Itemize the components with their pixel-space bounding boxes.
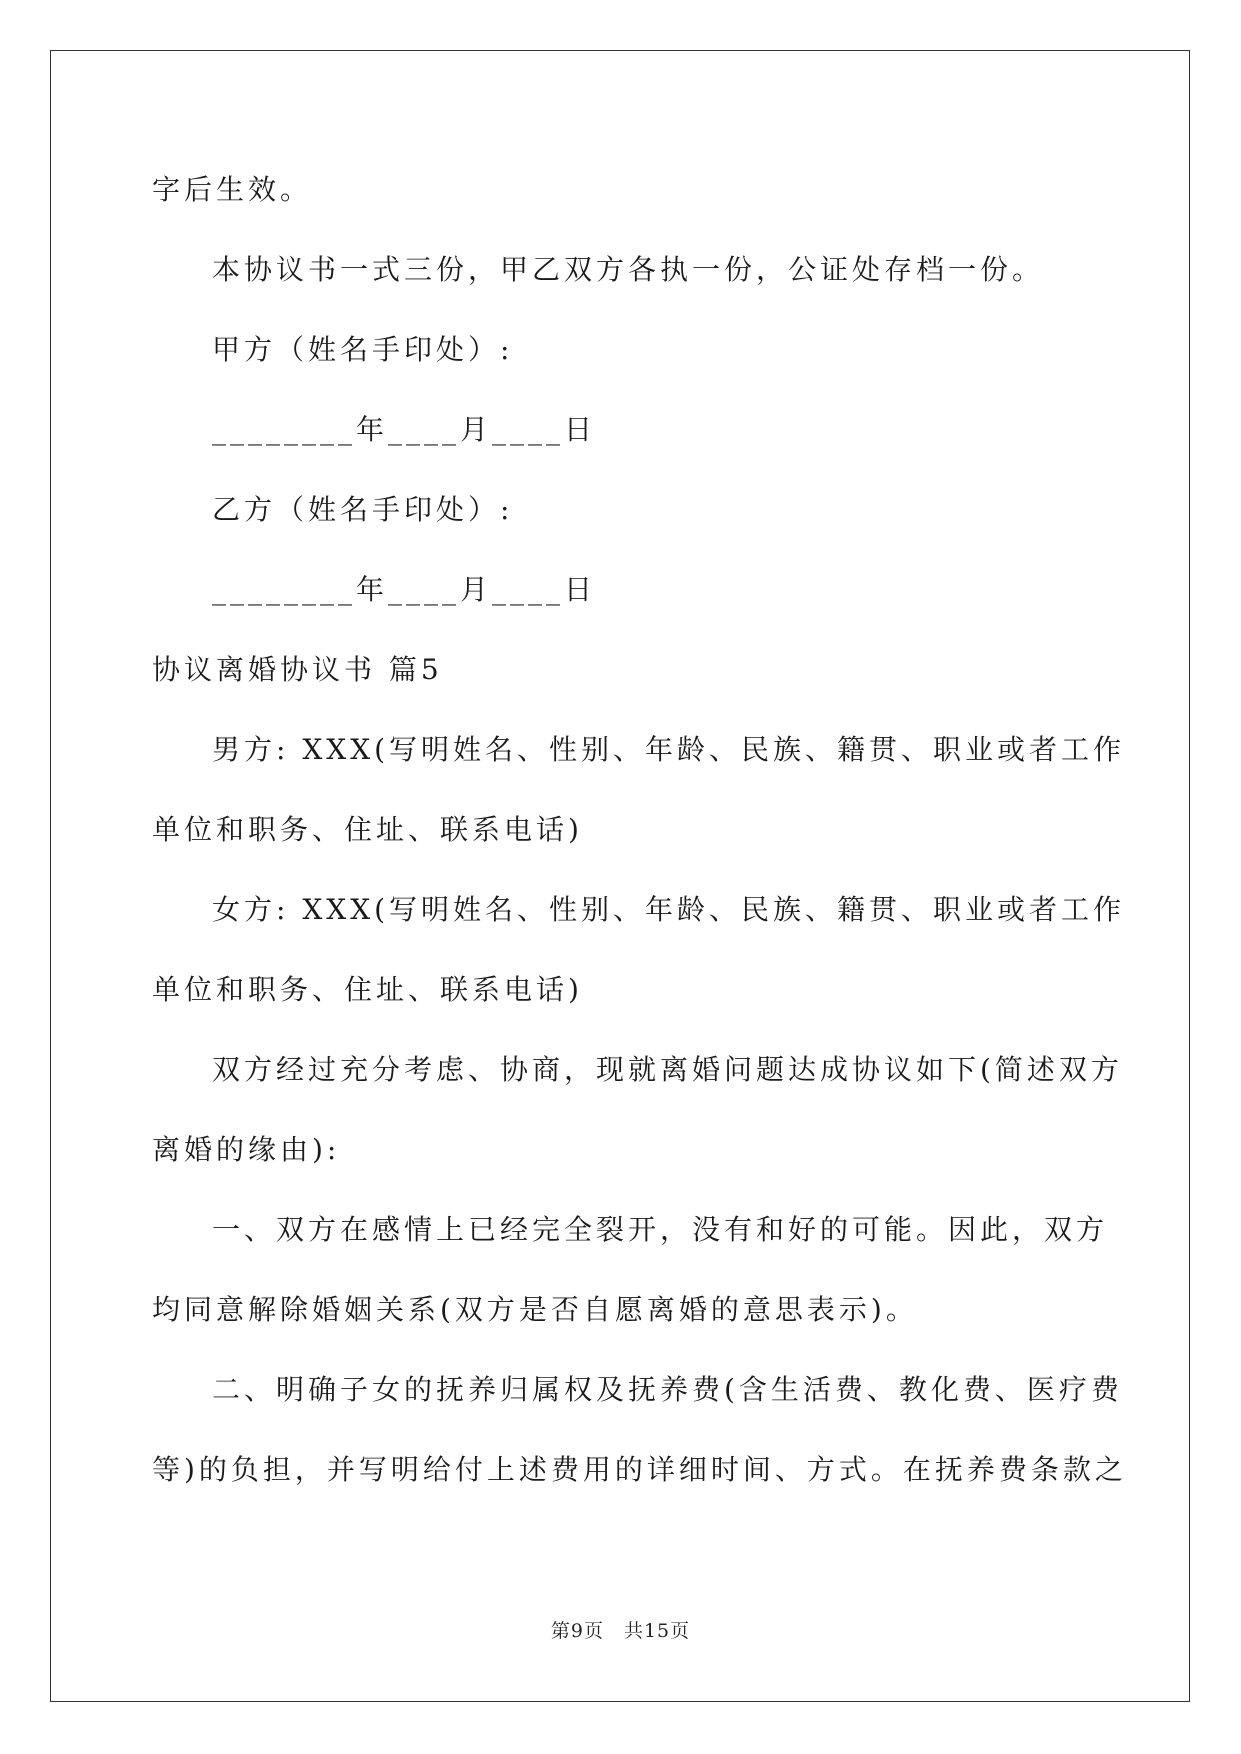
party-a-signature-label: 甲方（姓名手印处）:: [212, 333, 514, 366]
party-b-date-line: ________年____月____日: [212, 573, 597, 606]
party-b-signature-label: 乙方（姓名手印处）:: [212, 493, 514, 526]
text-line: 本协议书一式三份，甲乙双方各执一份，公证处存档一份。: [212, 253, 1045, 286]
page-number: 第9页 共15页: [550, 1620, 691, 1642]
text-line: 二、明确子女的抚养归属权及抚养费(含生活费、教化费、医疗费: [212, 1373, 1123, 1406]
text-line: 均同意解除婚姻关系(双方是否自愿离婚的意思表示)。: [152, 1293, 918, 1326]
text-line: 等)的负担，并写明给付上述费用的详细时间、方式。在抚养费条款之: [152, 1453, 1127, 1486]
section-heading: 协议离婚协议书 篇5: [152, 653, 443, 686]
text-line: 一、双方在感情上已经完全裂开，没有和好的可能。因此，双方: [212, 1213, 1109, 1246]
party-a-date-line: ________年____月____日: [212, 413, 597, 446]
text-line: 双方经过充分考虑、协商，现就离婚问题达成协议如下(简述双方: [212, 1053, 1123, 1086]
text-line: 离婚的缘由):: [152, 1133, 341, 1166]
text-line: 单位和职务、住址、联系电话): [152, 973, 583, 1006]
text-line: 单位和职务、住址、联系电话): [152, 813, 583, 846]
text-line: 男方: XXX(写明姓名、性别、年龄、民族、籍贯、职业或者工作: [212, 733, 1126, 766]
text-line: 女方: XXX(写明姓名、性别、年龄、民族、籍贯、职业或者工作: [212, 893, 1126, 926]
text-line: 字后生效。: [152, 173, 313, 206]
